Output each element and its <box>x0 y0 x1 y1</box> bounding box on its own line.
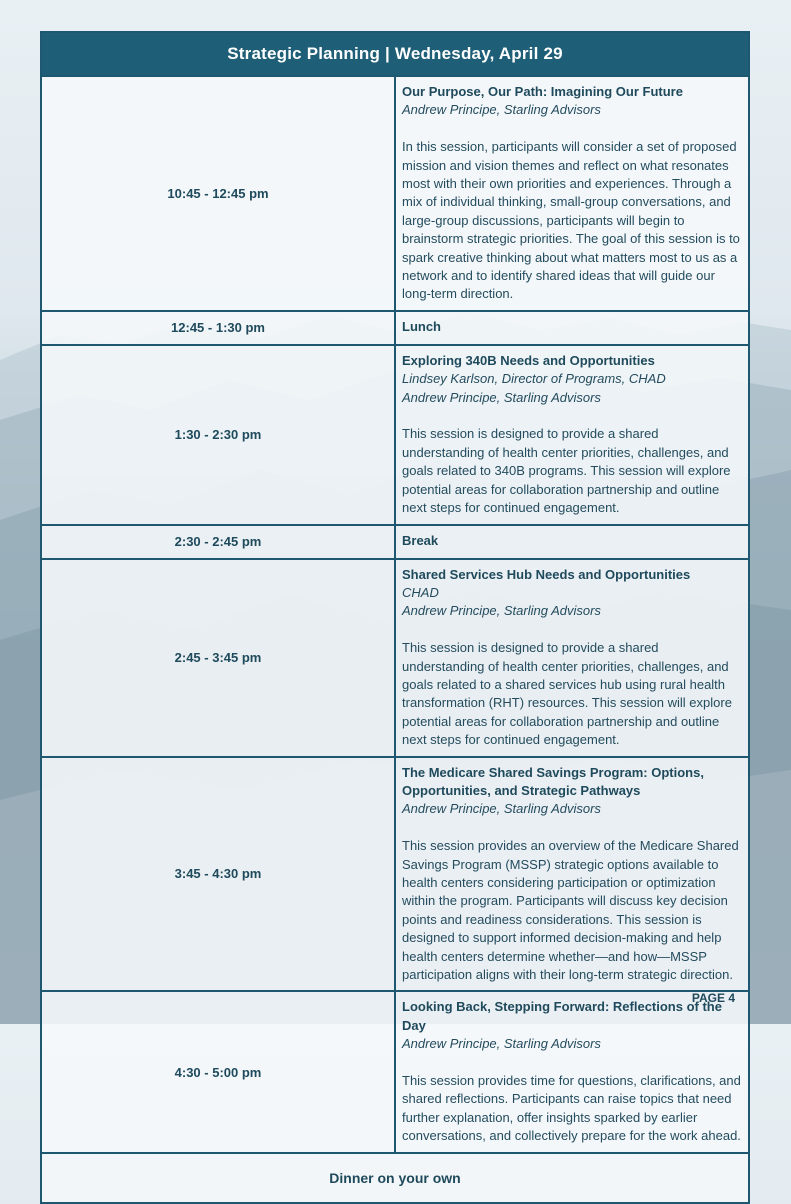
table-row <box>41 991 749 1152</box>
table-row <box>41 559 749 757</box>
session-details <box>395 525 749 559</box>
session-details <box>395 991 749 1152</box>
session-title: Break <box>402 532 439 548</box>
session-speaker: Andrew Principe, Starling Advisors <box>402 389 601 405</box>
agenda-table <box>40 31 750 1204</box>
table-row <box>41 1153 749 1203</box>
session-speaker: Andrew Principe, Starling Advisors <box>402 801 601 817</box>
session-title: The Medicare Shared Savings Program: Options, Opportunities, and Strategic Pathways <box>402 764 704 798</box>
page-number: PAGE 4 <box>691 991 735 1005</box>
table-row <box>41 76 749 311</box>
session-details <box>395 76 749 311</box>
dinner-note: Dinner on your own <box>41 1153 749 1203</box>
session-time: 2:30 - 2:45 pm <box>41 525 395 559</box>
session-title: Shared Services Hub Needs and Opportunities <box>402 566 691 582</box>
session-details <box>395 757 749 992</box>
session-title: Looking Back, Stepping Forward: Reflections of the Day <box>402 999 722 1033</box>
session-title: Exploring 340B Needs and Opportunities <box>402 352 655 368</box>
session-time: 4:30 - 5:00 pm <box>41 991 395 1152</box>
session-description: In this session, participants will consider a set of proposed mission and vision themes and reflect on what resonates most with their own priorities and experiences. Through a mix of individual thinking, small-group conversations, and large-group discussions, participants will begin to brainstorm strategic priorities. The goal of this session is to spark creative thinking about what matters most to us as a network and to identify shared ideas that will guide our long-term direction. <box>402 139 740 302</box>
table-row <box>41 757 749 992</box>
session-speaker: Andrew Principe, Starling Advisors <box>402 603 601 619</box>
session-time: 10:45 - 12:45 pm <box>41 76 395 311</box>
session-time: 3:45 - 4:30 pm <box>41 757 395 992</box>
session-description: This session provides time for questions, clarifications, and shared reflections. Participants can raise topics that need further explanation, offer insights sparked by earlier conversations, and collectively prepare for the work ahead. <box>402 1073 741 1144</box>
session-speaker: CHAD <box>402 584 439 600</box>
session-description: This session is designed to provide a shared understanding of health center priorities, challenges, and goals related to 340B programs. This session will explore potential areas for collaboration partnership and outline next steps for continued engagement. <box>402 426 731 516</box>
table-row <box>41 345 749 525</box>
session-time: 12:45 - 1:30 pm <box>41 311 395 345</box>
session-speaker: Andrew Principe, Starling Advisors <box>402 1036 601 1052</box>
session-speaker: Andrew Principe, Starling Advisors <box>402 102 601 118</box>
table-row <box>41 525 749 559</box>
session-description: This session provides an overview of the Medicare Shared Savings Program (MSSP) strategic options available to health centers considering participation or optimization within the program. Participants will discuss key decision points and readiness considerations. This session is designed to support informed decision-making and help health centers determine whether—and how—MSSP participation aligns with their long-term strategic direction. <box>402 838 739 982</box>
session-description: This session is designed to provide a shared understanding of health center priorities, challenges, and goals related to a shared services hub using rural health transformation (RHT) resources. This session will explore potential areas for collaboration partnership and outline next steps for continued engagement. <box>402 640 732 748</box>
session-title: Our Purpose, Our Path: Imagining Our Future <box>402 84 683 99</box>
session-details <box>395 345 749 525</box>
table-row <box>41 311 749 345</box>
agenda-title: Strategic Planning | Wednesday, April 29 <box>41 32 749 76</box>
session-speaker: Lindsey Karlson, Director of Programs, CHAD <box>402 371 666 387</box>
session-time: 1:30 - 2:30 pm <box>41 345 395 525</box>
session-details <box>395 559 749 757</box>
session-details <box>395 311 749 345</box>
session-time: 2:45 - 3:45 pm <box>41 559 395 757</box>
session-title: Lunch <box>402 318 441 334</box>
